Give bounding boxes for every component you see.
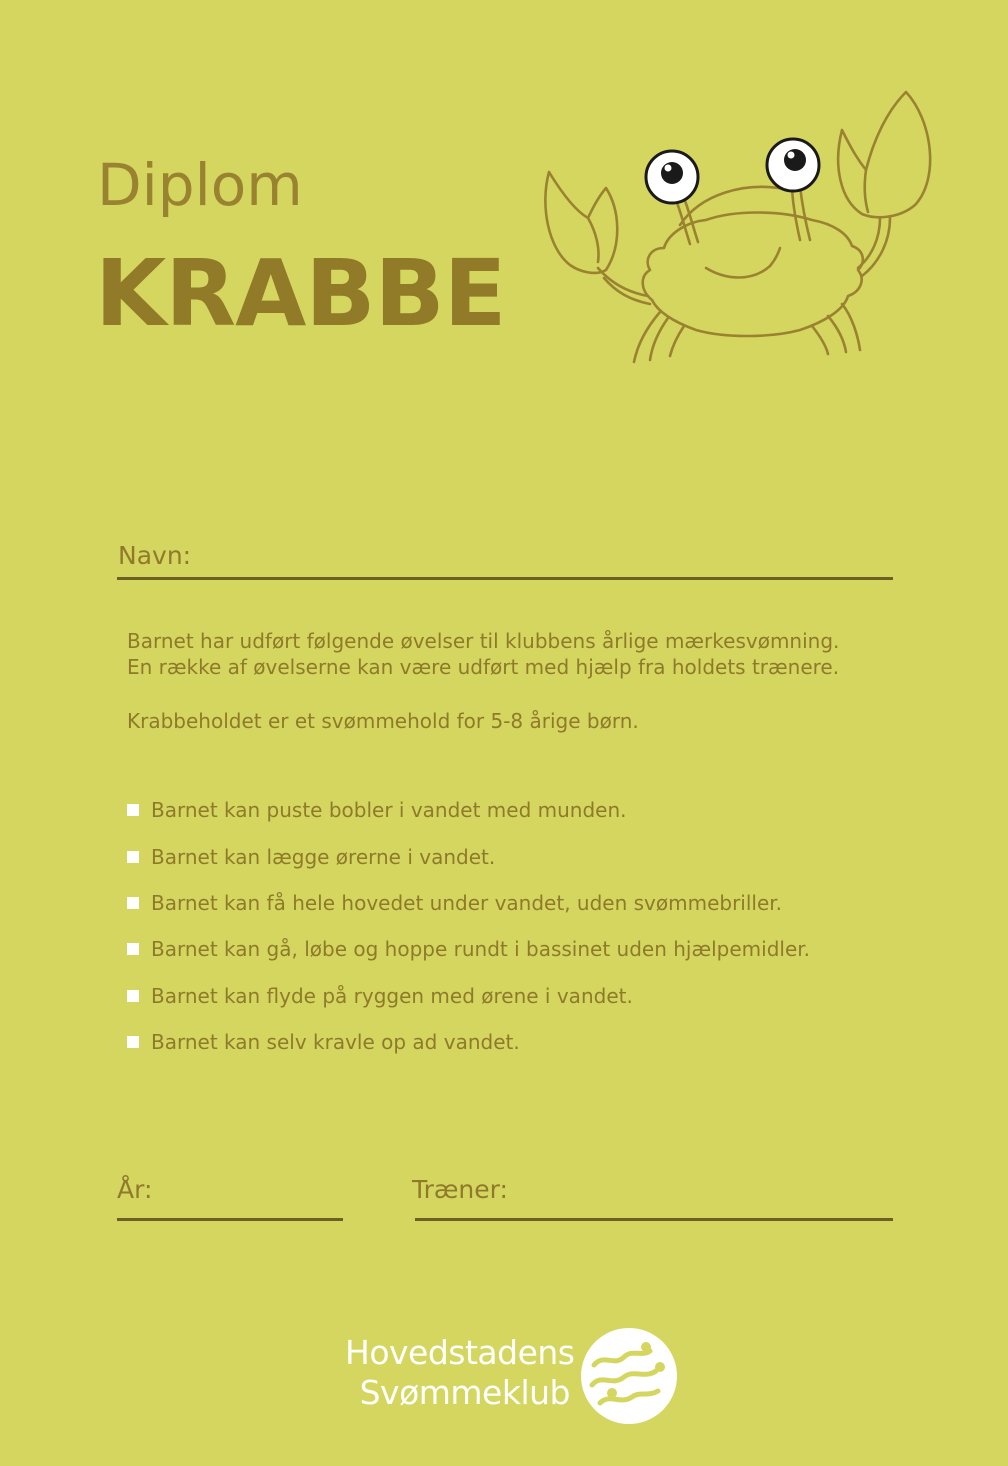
exercise-checklist: [127, 787, 810, 1065]
name-label: Navn:: [118, 541, 192, 570]
list-item: [127, 833, 810, 879]
name-line[interactable]: [117, 577, 893, 580]
checkbox[interactable]: [127, 990, 139, 1002]
list-item: [127, 973, 810, 1019]
trainer-line[interactable]: [415, 1218, 893, 1221]
checkbox[interactable]: [127, 897, 139, 909]
list-item-text: Barnet kan få hele hovedet under vandet, uden svømmebriller.: [151, 890, 783, 915]
intro-text: [127, 628, 907, 680]
diploma-title: KRABBE: [95, 240, 506, 347]
club-name-line-1: Hovedstadens: [345, 1333, 575, 1372]
swimmers-logo-icon: [580, 1327, 678, 1425]
checkbox[interactable]: [127, 1036, 139, 1048]
list-item-text: Barnet kan lægge ørerne i vandet.: [151, 844, 496, 869]
intro-line-1: Barnet har udført følgende øvelser til klubbens årlige mærkesvømning.: [127, 629, 840, 653]
checkbox[interactable]: [127, 804, 139, 816]
crab-illustration: [540, 86, 940, 371]
diploma-subtitle: Diplom: [97, 151, 303, 219]
checkbox[interactable]: [127, 943, 139, 955]
list-item: [127, 880, 810, 926]
trainer-label: Træner:: [412, 1175, 508, 1204]
list-item: [127, 926, 810, 972]
list-item-text: Barnet kan selv kravle op ad vandet.: [151, 1030, 520, 1055]
list-item: [127, 787, 810, 833]
checkbox[interactable]: [127, 851, 139, 863]
year-line[interactable]: [117, 1218, 343, 1221]
club-name-line-2: Svømmeklub: [359, 1373, 570, 1412]
club-name: [345, 1333, 575, 1413]
team-note: Krabbeholdet er et svømmehold for 5-8 årige børn.: [127, 709, 639, 733]
year-label: År:: [117, 1175, 153, 1204]
list-item-text: Barnet kan puste bobler i vandet med munden.: [151, 798, 627, 823]
list-item-text: Barnet kan flyde på ryggen med ørene i vandet.: [151, 983, 633, 1008]
list-item: [127, 1019, 810, 1065]
list-item-text: Barnet kan gå, løbe og hoppe rundt i bassinet uden hjælpemidler.: [151, 937, 811, 962]
intro-line-2: En række af øvelserne kan være udført med hjælp fra holdets trænere.: [127, 655, 840, 679]
